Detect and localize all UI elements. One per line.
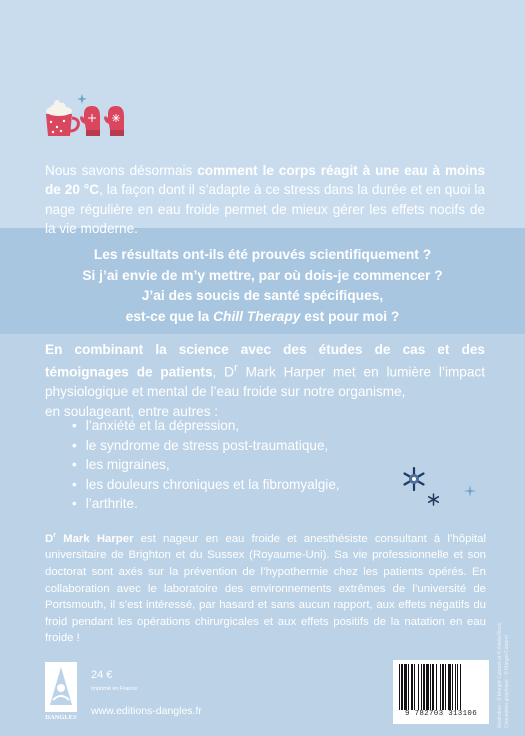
- logo-wordmark: DANGLES: [45, 714, 77, 721]
- barcode-bar: [401, 664, 403, 710]
- question-3: J’ai des soucis de santé spécifiques,: [141, 288, 384, 303]
- barcode-bar: [445, 664, 446, 710]
- intro-paragraph: Nous savons désormais comment le corps réagit à une eau à moins de 20 °C, la façon dont il s’adapte à ce stress dans la durée et en quoi la nage régulière en eau froide permet de mieux gérer les effets nocifs de la vie moderne.: [45, 163, 486, 237]
- publisher-logo: [43, 662, 79, 724]
- sparkle-small-icon: [464, 485, 476, 497]
- lead-paragraph: En combinant la science avec des études de cas et des témoignages de patients, $D^r$ Mark Harper met en lumière l’impact physiologique et mental de l’eau froide sur notre organisme, en soulageant, entre autres :: [45, 342, 485, 419]
- barcode-bar: [430, 664, 431, 710]
- image-credits: [497, 623, 511, 728]
- barcode-bar: [448, 664, 451, 710]
- barcode-bar: [452, 664, 453, 710]
- barcode-bar: [440, 664, 441, 710]
- list-item: • l’arthrite.: [72, 494, 340, 514]
- barcode-number: 9 782703 313106: [404, 710, 477, 718]
- question-2: Si j’ai envie de m’y mettre, par où dois-je commencer ?: [82, 267, 443, 283]
- list-item: • l’anxiété et la dépression,: [72, 416, 340, 436]
- list-item: • les migraines,: [72, 455, 340, 475]
- questions-block: [40, 245, 485, 327]
- list-item: • les douleurs chroniques et la fibromyalgie,: [72, 475, 340, 495]
- barcode-bar: [399, 664, 400, 710]
- barcode: [393, 660, 489, 724]
- barcode-bar: [411, 664, 413, 710]
- barcode-bar: [432, 664, 434, 710]
- question-4: est-ce que la Chill Therapy est pour moi ?: [125, 308, 400, 324]
- credit-design: Conception graphique : © Margot Cabaret: [504, 635, 510, 728]
- mug-icon: [46, 100, 78, 136]
- credit-illustration: Illustration : © Margot Cabaret et © AdobeStock: [497, 622, 503, 728]
- snowflake-large-icon: [401, 466, 427, 492]
- barcode-bar: [418, 664, 419, 710]
- snowflake-small-icon: [427, 493, 440, 506]
- printed-in: Imprimé en France: [91, 686, 138, 692]
- price: 24 €: [91, 669, 113, 681]
- barcode-bar: [455, 664, 456, 710]
- winter-mug-mittens-illustration: [42, 90, 142, 140]
- list-item: • le syndrome de stress post-traumatique,: [72, 436, 340, 456]
- question-1: Les résultats ont-ils été prouvés scientifiquement ?: [93, 247, 432, 262]
- publisher-website[interactable]: www.editions-dangles.fr: [91, 705, 202, 717]
- barcode-bar: [457, 664, 458, 710]
- barcode-bar: [423, 664, 425, 710]
- mitten-left-icon: [80, 106, 100, 136]
- barcode-bar: [460, 664, 461, 710]
- barcode-bar: [414, 664, 415, 710]
- conditions-list: [72, 416, 340, 514]
- barcode-bar: [408, 664, 409, 710]
- barcode-bar: [426, 664, 429, 710]
- barcode-bars-icon: [397, 664, 485, 710]
- barcode-bar: [404, 664, 407, 710]
- sparkle-icon: [77, 94, 87, 104]
- barcode-bar: [436, 664, 437, 710]
- mitten-right-icon: [104, 106, 124, 136]
- author-bio: $D^r$ Mark Harper est nageur en eau froide et anesthésiste consultant à l’hôpital universitaire de Brighton et du Sussex (Royaume-Uni). Sa vie professionnelle et son doctorat sont axés sur la prévention de l’hypothermie chez les patients opérés. En collaboration avec le laboratoire des environnements extrêmes de l’université de Portsmouth, il s’est intéressé, par hasard et sans aucun rapport, aux effets négatifs du froid pendant les opérations chirurgicales et aux effets positifs de la natation en eau froide !: [45, 532, 487, 645]
- barcode-bar: [442, 664, 444, 710]
- barcode-bar: [421, 664, 422, 710]
